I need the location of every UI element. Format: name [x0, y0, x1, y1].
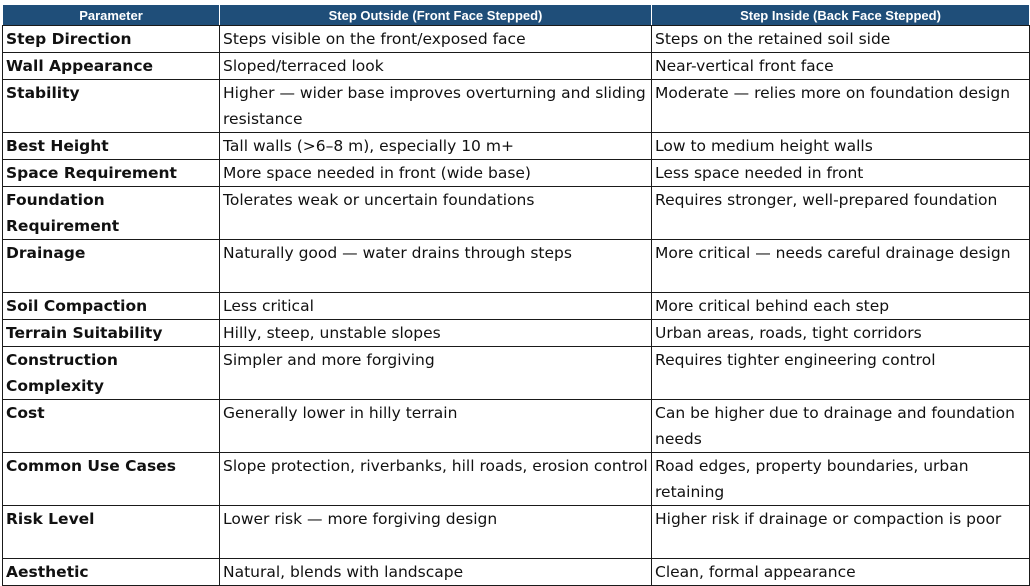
outside-cell: Tall walls (>6–8 m), especially 10 m+ — [220, 133, 652, 160]
parameter-cell: Cost — [3, 400, 220, 453]
inside-cell: Less space needed in front — [652, 160, 1030, 187]
parameter-cell: Construction Complexity — [3, 347, 220, 400]
outside-cell: Higher — wider base improves overturning and sliding resistance — [220, 80, 652, 133]
header-step-inside: Step Inside (Back Face Stepped) — [652, 5, 1030, 26]
outside-cell: Sloped/terraced look — [220, 53, 652, 80]
parameter-cell: Soil Compaction — [3, 293, 220, 320]
header-step-outside: Step Outside (Front Face Stepped) — [220, 5, 652, 26]
outside-cell: Naturally good — water drains through steps — [220, 240, 652, 293]
table-row — [3, 160, 1030, 187]
inside-cell: Urban areas, roads, tight corridors — [652, 320, 1030, 347]
inside-cell: Road edges, property boundaries, urban retaining — [652, 453, 1030, 506]
outside-cell: More space needed in front (wide base) — [220, 160, 652, 187]
parameter-cell: Space Requirement — [3, 160, 220, 187]
table-row — [3, 293, 1030, 320]
outside-cell: Simpler and more forgiving — [220, 347, 652, 400]
inside-cell: Low to medium height walls — [652, 133, 1030, 160]
outside-cell: Lower risk — more forgiving design — [220, 506, 652, 559]
parameter-cell: Common Use Cases — [3, 453, 220, 506]
parameter-cell: Step Direction — [3, 26, 220, 53]
table-row — [3, 400, 1030, 453]
parameter-cell: Best Height — [3, 133, 220, 160]
inside-cell: Requires tighter engineering control — [652, 347, 1030, 400]
inside-cell: Clean, formal appearance — [652, 559, 1030, 586]
parameter-cell: Aesthetic — [3, 559, 220, 586]
table-row — [3, 453, 1030, 506]
outside-cell: Less critical — [220, 293, 652, 320]
outside-cell: Generally lower in hilly terrain — [220, 400, 652, 453]
parameter-cell: Terrain Suitability — [3, 320, 220, 347]
inside-cell: Higher risk if drainage or compaction is poor — [652, 506, 1030, 559]
outside-cell: Slope protection, riverbanks, hill roads, erosion control — [220, 453, 652, 506]
outside-cell: Steps visible on the front/exposed face — [220, 26, 652, 53]
header-parameter: Parameter — [3, 5, 220, 26]
parameter-cell: Wall Appearance — [3, 53, 220, 80]
table-row — [3, 347, 1030, 400]
table-row — [3, 26, 1030, 53]
table-row — [3, 53, 1030, 80]
parameter-cell: Stability — [3, 80, 220, 133]
table-row — [3, 559, 1030, 586]
comparison-table — [2, 4, 1030, 586]
inside-cell: More critical — needs careful drainage design — [652, 240, 1030, 293]
inside-cell: More critical behind each step — [652, 293, 1030, 320]
table-row — [3, 133, 1030, 160]
table-row — [3, 240, 1030, 293]
table-row — [3, 80, 1030, 133]
header-row — [3, 5, 1030, 26]
inside-cell: Requires stronger, well-prepared foundation — [652, 187, 1030, 240]
outside-cell: Hilly, steep, unstable slopes — [220, 320, 652, 347]
table-row — [3, 187, 1030, 240]
parameter-cell: Drainage — [3, 240, 220, 293]
inside-cell: Can be higher due to drainage and foundation needs — [652, 400, 1030, 453]
parameter-cell: Risk Level — [3, 506, 220, 559]
inside-cell: Near-vertical front face — [652, 53, 1030, 80]
parameter-cell: Foundation Requirement — [3, 187, 220, 240]
table-row — [3, 320, 1030, 347]
inside-cell: Moderate — relies more on foundation design — [652, 80, 1030, 133]
outside-cell: Natural, blends with landscape — [220, 559, 652, 586]
outside-cell: Tolerates weak or uncertain foundations — [220, 187, 652, 240]
table-row — [3, 506, 1030, 559]
inside-cell: Steps on the retained soil side — [652, 26, 1030, 53]
